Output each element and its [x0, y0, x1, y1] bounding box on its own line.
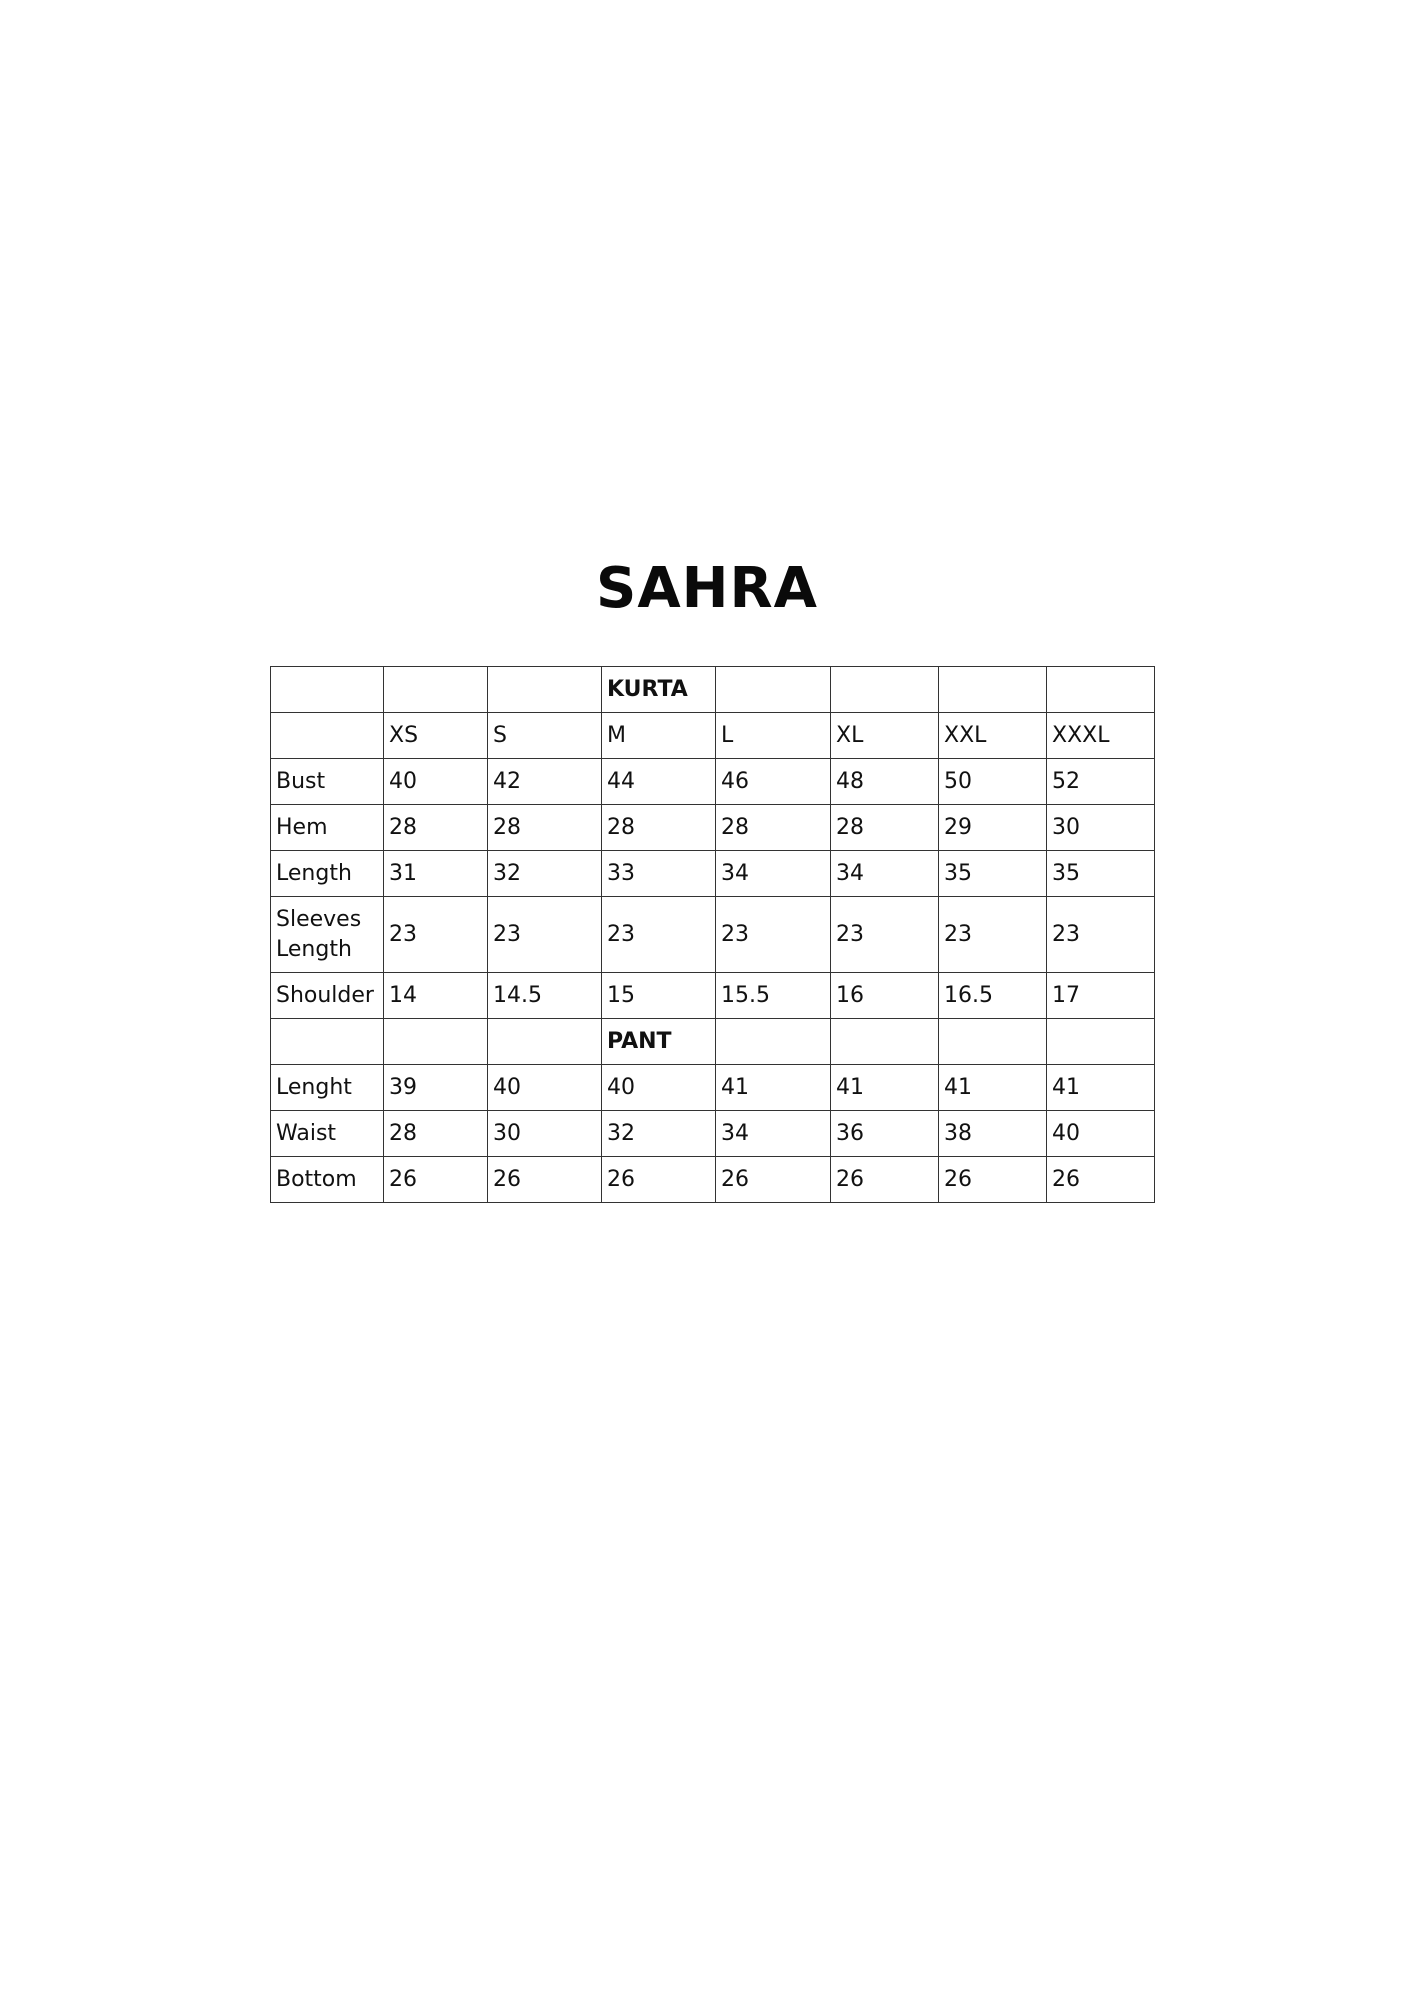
value-cell: 15: [602, 973, 716, 1019]
page-title: SAHRA: [596, 556, 818, 621]
size-header-cell: L: [716, 713, 831, 759]
value-cell: 50: [939, 759, 1047, 805]
row-label-cell: Hem: [271, 805, 384, 851]
table-row: [271, 1065, 1155, 1111]
kurta-section-row: [271, 667, 1155, 713]
value-cell: 23: [488, 897, 602, 973]
value-cell: 28: [831, 805, 939, 851]
empty-cell: [271, 713, 384, 759]
value-cell: 14: [384, 973, 488, 1019]
value-cell: 26: [488, 1157, 602, 1203]
row-label-cell: Length: [271, 851, 384, 897]
table-row: [271, 1157, 1155, 1203]
size-header-row: [271, 713, 1155, 759]
value-cell: 52: [1047, 759, 1155, 805]
kurta-section-label: KURTA: [602, 667, 716, 713]
value-cell: 34: [716, 851, 831, 897]
empty-cell: [716, 667, 831, 713]
empty-cell: [384, 667, 488, 713]
row-label-cell: Lenght: [271, 1065, 384, 1111]
size-header-cell: S: [488, 713, 602, 759]
value-cell: 28: [384, 1111, 488, 1157]
value-cell: 26: [716, 1157, 831, 1203]
value-cell: 32: [488, 851, 602, 897]
value-cell: 23: [384, 897, 488, 973]
table-row: [271, 805, 1155, 851]
table-row: [271, 851, 1155, 897]
value-cell: 41: [831, 1065, 939, 1111]
value-cell: 23: [939, 897, 1047, 973]
value-cell: 29: [939, 805, 1047, 851]
value-cell: 35: [939, 851, 1047, 897]
empty-cell: [1047, 667, 1155, 713]
value-cell: 26: [939, 1157, 1047, 1203]
value-cell: 35: [1047, 851, 1155, 897]
size-header-cell: XL: [831, 713, 939, 759]
value-cell: 17: [1047, 973, 1155, 1019]
row-label-cell: Bust: [271, 759, 384, 805]
size-chart-table: [270, 666, 1155, 1203]
value-cell: 26: [831, 1157, 939, 1203]
empty-cell: [488, 667, 602, 713]
size-header-cell: XXXL: [1047, 713, 1155, 759]
value-cell: 31: [384, 851, 488, 897]
empty-cell: [831, 667, 939, 713]
table-row: [271, 759, 1155, 805]
row-label-cell: Bottom: [271, 1157, 384, 1203]
empty-cell: [939, 1019, 1047, 1065]
row-label-cell: Shoulder: [271, 973, 384, 1019]
value-cell: 40: [384, 759, 488, 805]
value-cell: 36: [831, 1111, 939, 1157]
row-label-cell: Waist: [271, 1111, 384, 1157]
value-cell: 33: [602, 851, 716, 897]
value-cell: 39: [384, 1065, 488, 1111]
empty-cell: [271, 667, 384, 713]
empty-cell: [488, 1019, 602, 1065]
table-row: [271, 897, 1155, 973]
value-cell: 40: [488, 1065, 602, 1111]
value-cell: 34: [716, 1111, 831, 1157]
value-cell: 23: [1047, 897, 1155, 973]
value-cell: 23: [716, 897, 831, 973]
value-cell: 40: [1047, 1111, 1155, 1157]
empty-cell: [1047, 1019, 1155, 1065]
empty-cell: [271, 1019, 384, 1065]
value-cell: 42: [488, 759, 602, 805]
value-cell: 44: [602, 759, 716, 805]
value-cell: 16: [831, 973, 939, 1019]
size-header-cell: XS: [384, 713, 488, 759]
value-cell: 28: [488, 805, 602, 851]
row-label-cell: Sleeves Length: [271, 897, 384, 973]
value-cell: 23: [831, 897, 939, 973]
pant-section-label: PANT: [602, 1019, 716, 1065]
value-cell: 26: [602, 1157, 716, 1203]
value-cell: 32: [602, 1111, 716, 1157]
table-row: [271, 973, 1155, 1019]
size-header-cell: XXL: [939, 713, 1047, 759]
value-cell: 26: [1047, 1157, 1155, 1203]
value-cell: 34: [831, 851, 939, 897]
value-cell: 28: [716, 805, 831, 851]
value-cell: 30: [1047, 805, 1155, 851]
value-cell: 23: [602, 897, 716, 973]
empty-cell: [384, 1019, 488, 1065]
table-row: [271, 1111, 1155, 1157]
value-cell: 14.5: [488, 973, 602, 1019]
value-cell: 16.5: [939, 973, 1047, 1019]
value-cell: 46: [716, 759, 831, 805]
value-cell: 28: [602, 805, 716, 851]
value-cell: 15.5: [716, 973, 831, 1019]
value-cell: 28: [384, 805, 488, 851]
value-cell: 41: [1047, 1065, 1155, 1111]
value-cell: 41: [939, 1065, 1047, 1111]
value-cell: 40: [602, 1065, 716, 1111]
value-cell: 38: [939, 1111, 1047, 1157]
empty-cell: [939, 667, 1047, 713]
value-cell: 41: [716, 1065, 831, 1111]
value-cell: 48: [831, 759, 939, 805]
value-cell: 30: [488, 1111, 602, 1157]
empty-cell: [831, 1019, 939, 1065]
empty-cell: [716, 1019, 831, 1065]
value-cell: 26: [384, 1157, 488, 1203]
size-header-cell: M: [602, 713, 716, 759]
pant-section-row: [271, 1019, 1155, 1065]
